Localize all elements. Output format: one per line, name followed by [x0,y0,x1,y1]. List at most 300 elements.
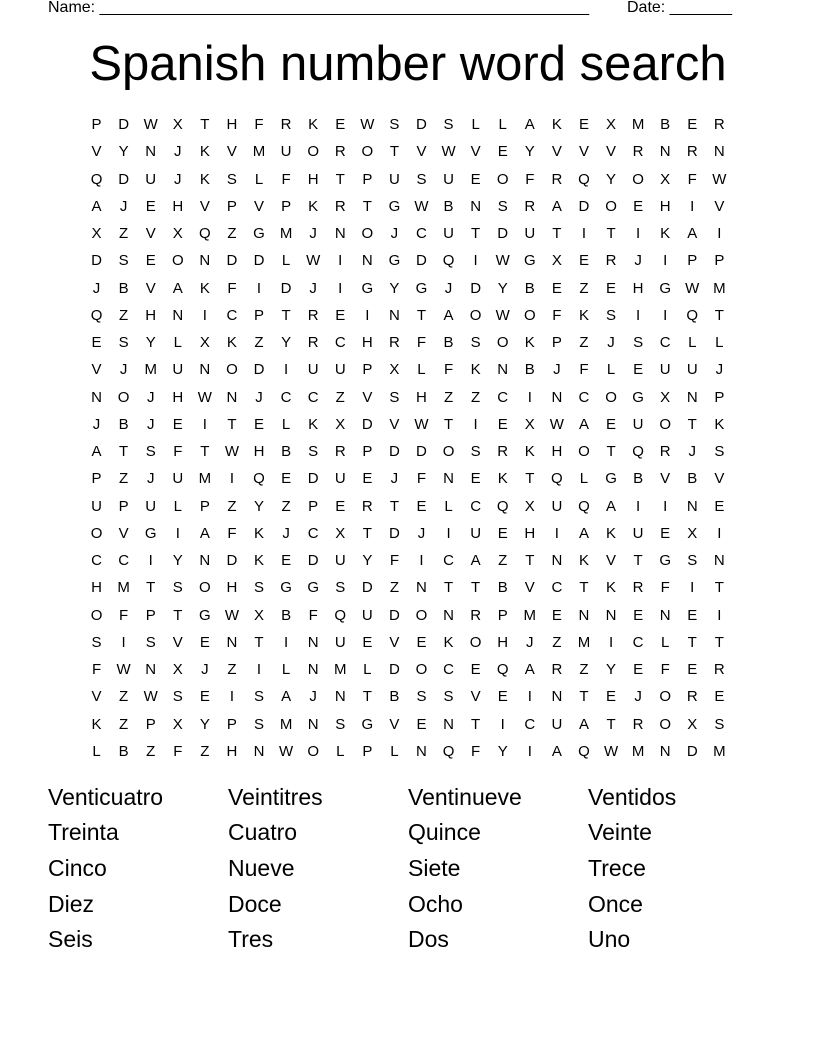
grid-letter: I [121,633,126,651]
grid-letter: X [254,606,265,624]
grid-letter: U [686,361,698,379]
grid-letter: S [633,334,644,352]
grid-letter: N [334,225,346,243]
word-list-item: Ventinueve [408,783,522,810]
grid-letter: I [608,633,614,651]
grid-letter: I [148,552,153,570]
grid-letter: E [335,306,346,324]
grid-row [83,247,733,274]
grid-letter: I [717,225,722,243]
word-list-item: Cuatro [228,819,298,846]
grid-letter: Y [254,497,265,515]
grid-letter: K [660,225,671,243]
grid-letter: N [659,606,671,624]
grid-letter: U [632,524,644,542]
grid-letter: V [389,633,400,651]
grid-row [83,356,733,383]
grid-letter: N [443,715,454,733]
grid-letter: T [227,415,237,433]
grid-letter: E [199,688,210,706]
grid-letter: J [309,688,317,706]
grid-letter: N [199,252,211,270]
grid-letter: U [172,470,184,488]
grid-letter: M [631,116,645,134]
grid-letter: V [714,197,725,215]
grid-letter: U [632,415,644,433]
grid-letter: M [713,279,726,297]
grid-letter: Q [496,497,509,515]
grid-letter: P [254,306,265,324]
grid-letter: U [334,361,346,379]
grid-letter: S [714,715,725,733]
grid-letter: Z [119,470,129,488]
grid-letter: K [578,306,589,324]
grid-letter: Q [442,742,455,760]
grid-letter: J [282,524,290,542]
grid-letter: Q [442,252,455,270]
grid-letter: Q [578,742,590,760]
grid-letter: G [199,606,211,624]
word-list-item: Siete [408,854,461,881]
grid-letter: N [551,552,563,570]
grid-letter: O [307,742,319,760]
grid-letter: I [690,197,695,215]
grid-letter: N [226,388,238,406]
grid-letter: B [118,279,129,297]
grid-letter: T [389,143,399,161]
grid-letter: X [551,252,562,270]
grid-letter: X [687,524,698,542]
word-list-item: Quince [408,819,481,846]
grid-row [83,411,733,438]
grid-letter: N [307,633,319,651]
grid-letter: K [578,552,589,570]
grid-row [83,520,733,547]
grid-letter: J [255,388,263,406]
grid-letter: N [199,361,211,379]
grid-letter: Q [578,497,590,515]
grid-letter: Q [551,470,563,488]
word-list-item: Dos [408,926,449,953]
grid-letter: Y [524,143,535,161]
grid-letter: I [175,524,180,542]
grid-letter: W [116,661,131,679]
grid-letter: T [362,197,372,215]
grid-letter: R [713,661,725,679]
grid-letter: S [91,633,102,651]
grid-letter: M [117,579,130,597]
grid-letter: F [389,552,399,570]
grid-row [83,683,733,710]
grid-letter: D [226,552,238,570]
grid-letter: P [308,497,319,515]
grid-letter: E [281,552,292,570]
grid-letter: S [389,388,400,406]
grid-letter: V [606,143,617,161]
grid-letter: F [579,361,589,379]
grid-letter: L [173,497,182,515]
grid-letter: L [390,742,399,760]
grid-letter: Q [334,606,347,624]
grid-letter: K [470,361,481,379]
grid-letter: D [361,415,373,433]
grid-letter: N [686,388,698,406]
grid-letter: S [226,170,237,188]
grid-letter: A [687,225,698,243]
grid-letter: F [443,361,454,379]
grid-letter: A [578,715,589,733]
grid-letter: O [415,661,428,679]
grid-letter: R [361,497,373,515]
grid-letter: T [579,688,589,706]
grid-letter: P [362,361,373,379]
grid-letter: K [524,334,535,352]
grid-row [83,465,733,492]
grid-letter: M [523,606,537,624]
grid-letter: J [390,225,399,243]
grid-letter: O [361,225,374,243]
grid-letter: U [659,361,671,379]
grid-letter: A [551,742,562,760]
grid-letter: Y [281,334,292,352]
grid-letter: A [172,279,183,297]
grid-letter: H [91,579,102,597]
grid-letter: Z [579,279,589,297]
grid-letter: O [496,334,509,352]
grid-letter: E [660,524,671,542]
grid-letter: S [416,688,427,706]
grid-letter: G [144,524,157,542]
grid-letter: W [549,415,564,433]
grid-letter: J [526,633,534,651]
grid-letter: T [200,443,210,461]
grid-letter: X [524,497,535,515]
grid-letter: Q [632,443,644,461]
grid-letter: C [307,524,319,542]
grid-letter: B [443,334,454,352]
grid-letter: H [226,116,238,134]
grid-letter: F [552,306,562,324]
grid-letter: H [172,388,184,406]
grid-letter: C [659,334,671,352]
grid-letter: Z [579,661,589,679]
word-list-item: Ventidos [588,783,677,810]
grid-letter: P [226,715,237,733]
grid-letter: V [226,143,237,161]
grid-letter: E [578,252,589,270]
grid-letter: Q [199,225,211,243]
grid-letter: K [714,415,725,433]
grid-letter: F [308,606,318,624]
grid-letter: B [524,279,535,297]
grid-letter: T [389,497,399,515]
grid-letter: R [470,606,482,624]
grid-letter: J [390,470,399,488]
grid-letter: I [256,279,262,297]
grid-letter: Z [254,334,264,352]
grid-letter: Z [281,497,291,515]
grid-row [83,166,733,193]
grid-letter: X [606,116,617,134]
grid-letter: E [606,688,617,706]
grid-letter: O [90,606,103,624]
grid-letter: V [145,279,156,297]
grid-letter: I [446,524,451,542]
grid-letter: E [578,116,589,134]
grid-letter: L [579,470,589,488]
grid-letter: U [524,225,536,243]
word-list-item: Nueve [228,854,295,881]
grid-letter: V [91,361,102,379]
grid-letter: N [172,306,184,324]
word-list-item: Ocho [408,890,463,917]
grid-row [83,738,733,765]
grid-letter: C [334,334,346,352]
grid-letter: T [471,715,481,733]
word-list-row [48,779,768,815]
grid-letter: A [281,688,292,706]
grid-letter: B [524,361,535,379]
grid-letter: Q [90,306,103,324]
grid-letter: B [660,116,671,134]
grid-letter: G [307,579,319,597]
grid-letter: Z [579,334,589,352]
grid-letter: N [334,688,346,706]
grid-letter: V [578,143,589,161]
grid-letter: H [307,170,319,188]
grid-letter: H [172,197,184,215]
grid-letter: W [306,252,321,270]
grid-letter: P [497,606,508,624]
grid-letter: V [389,715,400,733]
grid-letter: C [524,715,536,733]
grid-letter: N [443,606,454,624]
grid-letter: T [552,225,562,243]
grid-letter: E [254,415,265,433]
grid-letter: J [634,252,642,270]
grid-letter: L [281,415,291,433]
grid-letter: T [443,579,454,597]
grid-letter: D [578,197,590,215]
grid-letter: S [254,688,265,706]
grid-letter: F [416,334,427,352]
grid-letter: Z [498,552,508,570]
grid-letter: X [172,225,183,243]
grid-letter: Z [119,715,129,733]
grid-letter: I [663,497,668,515]
grid-letter: Y [497,742,508,760]
grid-letter: T [714,579,724,597]
grid-letter: L [471,116,480,134]
grid-letter: I [365,306,370,324]
grid-letter: T [606,225,616,243]
grid-letter: L [173,334,182,352]
grid-letter: T [525,552,535,570]
grid-letter: F [254,116,264,134]
grid-letter: I [473,415,478,433]
grid-letter: W [360,116,375,134]
grid-letter: U [443,225,454,243]
grid-letter: I [500,715,505,733]
grid-letter: W [197,388,212,406]
grid-letter: E [470,661,481,679]
grid-letter: W [143,116,158,134]
grid-letter: O [415,606,428,624]
grid-letter: V [362,388,373,406]
grid-letter: A [199,524,210,542]
grid-letter: G [659,279,672,297]
grid-letter: V [660,470,671,488]
grid-row [83,329,733,356]
grid-letter: F [660,661,670,679]
grid-letter: R [686,688,698,706]
grid-letter: P [281,197,292,215]
grid-letter: G [388,197,401,215]
grid-letter: X [335,524,346,542]
grid-letter: L [606,361,616,379]
word-list [48,779,768,957]
grid-letter: R [307,334,319,352]
grid-row [83,602,733,629]
grid-letter: U [334,633,346,651]
grid-letter: D [253,252,265,270]
word-list-item: Uno [588,926,631,953]
grid-letter: Y [145,334,156,352]
grid-letter: U [145,497,157,515]
grid-letter: S [254,715,265,733]
grid-letter: O [578,443,590,461]
grid-letter: C [551,579,563,597]
grid-letter: O [226,361,238,379]
grid-letter: W [414,197,429,215]
grid-letter: S [172,579,183,597]
grid-letter: V [416,143,427,161]
grid-letter: E [633,661,644,679]
grid-letter: X [687,715,698,733]
grid-letter: N [388,306,400,324]
grid-letter: P [145,606,156,624]
grid-letter: C [470,497,482,515]
grid-letter: T [471,225,481,243]
grid-letter: D [388,524,400,542]
grid-letter: A [524,116,535,134]
letter-grid [83,111,733,765]
word-list-item: Veinte [588,819,652,846]
grid-letter: K [91,715,102,733]
grid-letter: O [199,579,211,597]
grid-letter: N [145,143,157,161]
grid-letter: K [551,116,562,134]
grid-letter: E [687,116,698,134]
grid-letter: L [688,334,697,352]
grid-letter: N [551,688,563,706]
grid-letter: I [473,252,478,270]
grid-letter: X [91,225,102,243]
grid-letter: T [254,633,264,651]
grid-letter: V [199,197,210,215]
grid-letter: P [551,334,562,352]
grid-letter: G [253,225,265,243]
grid-letter: T [362,524,372,542]
grid-letter: D [118,170,130,188]
word-list-item: Once [588,890,643,917]
word-list-row [48,850,768,886]
grid-letter: K [308,116,319,134]
grid-letter: P [91,116,102,134]
grid-letter: I [717,524,722,542]
grid-letter: Y [389,279,400,297]
grid-letter: J [444,279,453,297]
grid-letter: X [172,116,183,134]
grid-letter: S [172,688,183,706]
grid-letter: X [660,388,671,406]
grid-letter: C [307,388,319,406]
grid-letter: V [91,688,102,706]
grid-letter: K [443,633,454,651]
grid-letter: N [605,606,617,624]
grid-letter: N [307,661,319,679]
grid-letter: F [660,579,670,597]
grid-letter: H [226,579,238,597]
grid-letter: E [606,415,617,433]
grid-letter: Y [606,661,617,679]
grid-letter: S [416,170,427,188]
grid-letter: L [363,661,372,679]
grid-letter: N [578,606,590,624]
grid-letter: E [714,688,725,706]
word-list-item: Doce [228,890,282,917]
grid-letter: A [91,197,102,215]
grid-letter: T [335,170,345,188]
grid-letter: U [172,361,184,379]
grid-letter: F [91,661,102,679]
grid-letter: L [254,170,264,188]
grid-letter: V [389,415,400,433]
grid-letter: O [523,306,536,324]
grid-letter: S [470,443,481,461]
grid-letter: N [199,552,211,570]
grid-letter: U [334,552,346,570]
grid-letter: C [416,225,427,243]
grid-letter: M [279,225,293,243]
grid-letter: E [416,715,427,733]
grid-letter: N [145,661,157,679]
grid-letter: T [119,443,129,461]
grid-letter: B [389,688,400,706]
grid-letter: L [281,661,291,679]
grid-letter: J [715,361,724,379]
grid-letter: X [172,715,183,733]
grid-letter: B [118,742,129,760]
grid-letter: T [687,415,697,433]
grid-letter: Z [227,225,237,243]
grid-letter: T [362,688,372,706]
grid-letter: J [417,524,426,542]
grid-letter: D [416,116,427,134]
grid-letter: I [636,497,641,515]
grid-letter: R [713,116,725,134]
grid-letter: Y [606,170,617,188]
grid-letter: N [361,252,373,270]
word-list-item: Cinco [48,854,107,881]
grid-letter: I [717,606,722,624]
grid-letter: O [496,170,509,188]
grid-letter: G [415,279,428,297]
grid-letter: K [254,552,265,570]
grid-letter: V [524,579,535,597]
grid-letter: M [631,742,645,760]
grid-letter: E [606,279,617,297]
